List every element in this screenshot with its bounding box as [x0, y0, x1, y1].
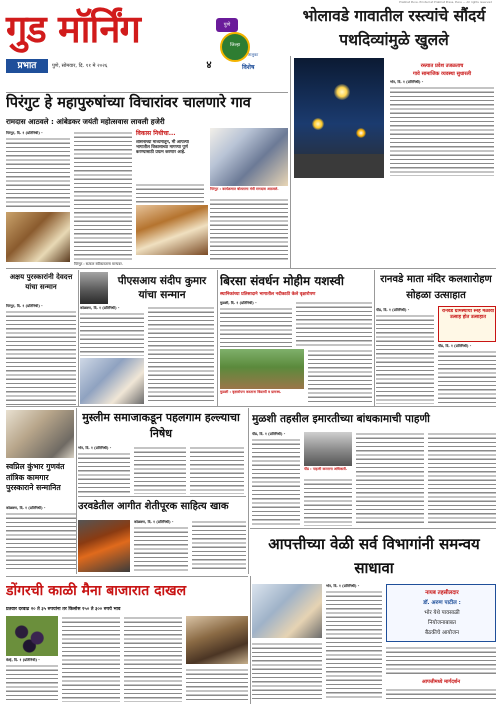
sandeep-dateline: कोळवण, दि. १ (प्रतिनिधी) -: [80, 306, 120, 310]
mulshi-body-text: [252, 438, 300, 526]
badge-mid-label: जिल्हा: [230, 43, 240, 48]
mulshi-headline: मुळशी तहसील इमारतीच्या बांधकामाची पाहणी: [252, 413, 430, 425]
divider: [248, 408, 249, 574]
disaster-box-line: भोर येथे पावसाळी: [424, 610, 460, 616]
temple-box-title: रानवडे ग्रामस्थांचा स्नेह मेळावा उत्साह होत उत्साहात: [441, 309, 494, 321]
dongar-photo-karvand: [6, 616, 58, 656]
bhola-sub: गावे सामाजिक व्यवस्था सुधारली: [412, 71, 472, 77]
divider: [76, 408, 77, 574]
sandeep-body-text: [80, 312, 144, 356]
pirangut-side-head: विकास निधीचा...: [136, 130, 176, 137]
badge-side-label: विशेष: [242, 64, 255, 71]
pirangut-subhead: रामदास आठवले : आंबेडकर जयंती महोत्सवास लावली हजेरी: [6, 117, 165, 126]
sandeep-photo-event: [80, 358, 144, 404]
pirangut-caption-1: पिरंगुट : कार्यक्रमात बोलताना मंत्री रामदास आठवले.: [210, 187, 279, 191]
pirangut-side-sub: शासनाच्या माध्यमातून, मी आपल्या भागातील विकासाच्या मागण्या पूर्ण करण्यासाठी प्रयत्न करणार आहे.: [136, 139, 189, 155]
divider: [6, 406, 496, 407]
street-light-icon: [356, 128, 366, 138]
birsa-caption: मुळशी : वृक्षारोपण करताना विद्यार्थी व ग्रामस्थ.: [220, 390, 282, 394]
pirangut-col2: [74, 131, 132, 262]
divider: [374, 270, 375, 406]
urawade-photo: [78, 520, 130, 572]
swapnil-body-text: [6, 512, 76, 572]
birsa-photo: [220, 349, 304, 389]
divider: [78, 496, 246, 497]
disaster-dateline: भोर, दि. १ (प्रतिनिधी) -: [326, 584, 360, 588]
urawade-body-text: [134, 526, 188, 572]
mulshi-dateline: पौड, दि. १ (प्रतिनिधी) -: [252, 432, 286, 436]
disaster-box-heading: आपत्तीमध्ये मार्गदर्शन: [421, 679, 461, 685]
pirangut-dateline: पिरंगुट, दि. १ (प्रतिनिधी) -: [6, 131, 43, 135]
bhola-headline: भोलावडे गावातील रस्त्यांचे सौंदर्य पथदिव्यांमुळे खुलले: [302, 7, 486, 49]
mulshi-body-text-3: [356, 432, 424, 526]
urawade-body-text-2: [192, 520, 246, 572]
mulshi-body-text-4: [428, 432, 496, 526]
pirangut-headline: पिरंगुट हे महापुरुषांच्या विचारांवर चालणारे गाव: [6, 95, 251, 111]
disaster-box-line: डॉ. अरुण पाटील :: [423, 600, 461, 606]
birsa-body-text-3: [308, 349, 372, 404]
award-dateline: पिरंगुट, दि. १ (प्रतिनिधी) -: [6, 304, 43, 308]
urawade-headline: उरवडेतील आगीत शेतीपूरक साहित्य खाक: [78, 501, 229, 512]
road-shape: [294, 154, 384, 178]
swapnil-headline: स्वप्निल कुंभार गुणवंत तांत्रिक कामगार पुरस्काराने सन्मानित: [6, 462, 65, 492]
district-badge: [212, 18, 264, 76]
birsa-body-text-2: [296, 301, 372, 347]
pirangut-col3: [136, 183, 204, 203]
disaster-body-text: [326, 590, 382, 700]
dongar-body-text-3: [124, 616, 182, 702]
top-strip: Prabhat Pune. Printed at Prabhat Press, Pune — All rights reserved: [399, 0, 492, 4]
bhola-body-text: [390, 86, 494, 176]
disaster-box-line: बैठकीचे आयोजन: [425, 630, 459, 636]
brand-logo: प्रभात: [6, 59, 48, 73]
disaster-photo: [252, 584, 322, 638]
disaster-body-text-4: [386, 688, 496, 702]
disaster-box-line: नायब तहसीलदार: [425, 590, 459, 596]
pirangut-photo-group: [6, 212, 70, 262]
birsa-dateline: मुळशी, दि. १ (प्रतिनिधी) -: [220, 301, 257, 305]
divider: [250, 528, 496, 529]
bhola-kicker: रस्त्यात प्रवेश उजळताच: [420, 63, 464, 69]
dateline: पुणे, सोमवार, दि. ११ मे २०२६: [52, 63, 108, 69]
divider: [6, 576, 248, 577]
divider: [290, 56, 291, 268]
divider: [217, 270, 218, 406]
disaster-body-text-3: [386, 646, 496, 676]
disaster-box-line: नियोजनाबाबत: [428, 620, 456, 626]
divider: [250, 576, 251, 704]
dongar-body-text-4: [186, 668, 248, 702]
award-body-text: [6, 310, 76, 406]
sandeep-headline: पीएसआय संदीप कुमार यांचा सन्मान: [117, 275, 207, 301]
pirangut-photo-stage: [210, 128, 288, 186]
birsa-body-text: [220, 307, 292, 347]
bhola-photo: [294, 58, 384, 178]
mulshi-caption: पौड : पाहणी करताना अधिकारी.: [304, 467, 348, 471]
award-headline: अक्षय पुरस्कारांनी देवदत्त यांचा सन्मान: [9, 273, 73, 291]
disaster-body-text-2: [252, 642, 322, 700]
muslim-body-text-3: [190, 446, 244, 494]
birsa-subhead: स्थानिकांच्या प्रतिसादाने भागातील नदीकाठी केले वृक्षारोपण: [220, 292, 316, 297]
temple-dateline: पौड, दि. १ (प्रतिनिधी) -: [376, 308, 410, 312]
masthead: [6, 6, 212, 88]
dongar-headline: डोंगरची काळी मैना बाजारात दाखल: [6, 583, 187, 599]
muslim-body-text: [78, 452, 130, 494]
pirangut-caption-2: पिरंगुट : सत्कार स्वीकारताना मान्यवर.: [74, 262, 123, 266]
divider: [78, 270, 79, 406]
urawade-dateline: कोळवण, दि. १ (प्रतिनिधी) -: [134, 520, 174, 524]
masthead-title: गुड मॉर्निंग: [6, 7, 140, 51]
disaster-headline: आपत्तीच्या वेळी सर्व विभागांनी समन्वय साधावा: [268, 535, 480, 577]
muslim-dateline: भोर, दि. १ (प्रतिनिधी) -: [78, 446, 112, 450]
pirangut-col1: [6, 137, 70, 209]
temple-headline: रानवडे माता मंदिर कलशारोहण सोहळा उत्साहात: [380, 274, 492, 301]
temple-box: [438, 306, 496, 342]
badge-bottom-label: तालुका: [248, 52, 259, 57]
pirangut-col4: [210, 198, 288, 262]
divider: [6, 268, 496, 269]
page-number: ४: [206, 60, 212, 71]
dongar-dateline: वेल्हे, दि. १ (प्रतिनिधी) -: [6, 658, 40, 662]
dongar-body-text: [6, 664, 58, 702]
muslim-body-text-2: [134, 446, 186, 494]
street-light-icon: [334, 84, 350, 100]
street-light-icon: [312, 118, 324, 130]
muslim-headline: मुस्लीम समाजाकडून पहलगाम हल्ल्याचा निषेध: [82, 411, 240, 440]
pirangut-photo-main: [136, 205, 208, 255]
disaster-quote-box: [386, 584, 496, 642]
temple-body-text: [376, 314, 434, 404]
sandeep-body-text-2: [148, 306, 214, 404]
bhola-dateline: भोर, दि. १ (प्रतिनिधी) -: [390, 80, 424, 84]
dongar-subhead: प्रतवार दरवाढ २० ते ३५ रुपयांना तर किलोस १५० ते ३०० रुपये भाव: [6, 607, 121, 612]
sandeep-photo: [80, 272, 108, 304]
temple-box-dateline: पौड, दि. १ (प्रतिनिधी) -: [438, 344, 472, 348]
mulshi-photo: [304, 432, 352, 466]
birsa-headline: बिरसा संवर्धन मोहीम यशस्वी: [220, 274, 344, 288]
dongar-photo-seller: [186, 616, 248, 664]
muslim-photo: [6, 410, 74, 458]
badge-top-label: पुणे: [216, 18, 238, 32]
swapnil-dateline: कोळवण, दि. १ (प्रतिनिधी) -: [6, 506, 46, 510]
temple-box-body: [438, 350, 496, 404]
mulshi-body-text-2: [304, 478, 352, 526]
dongar-body-text-2: [62, 616, 120, 702]
